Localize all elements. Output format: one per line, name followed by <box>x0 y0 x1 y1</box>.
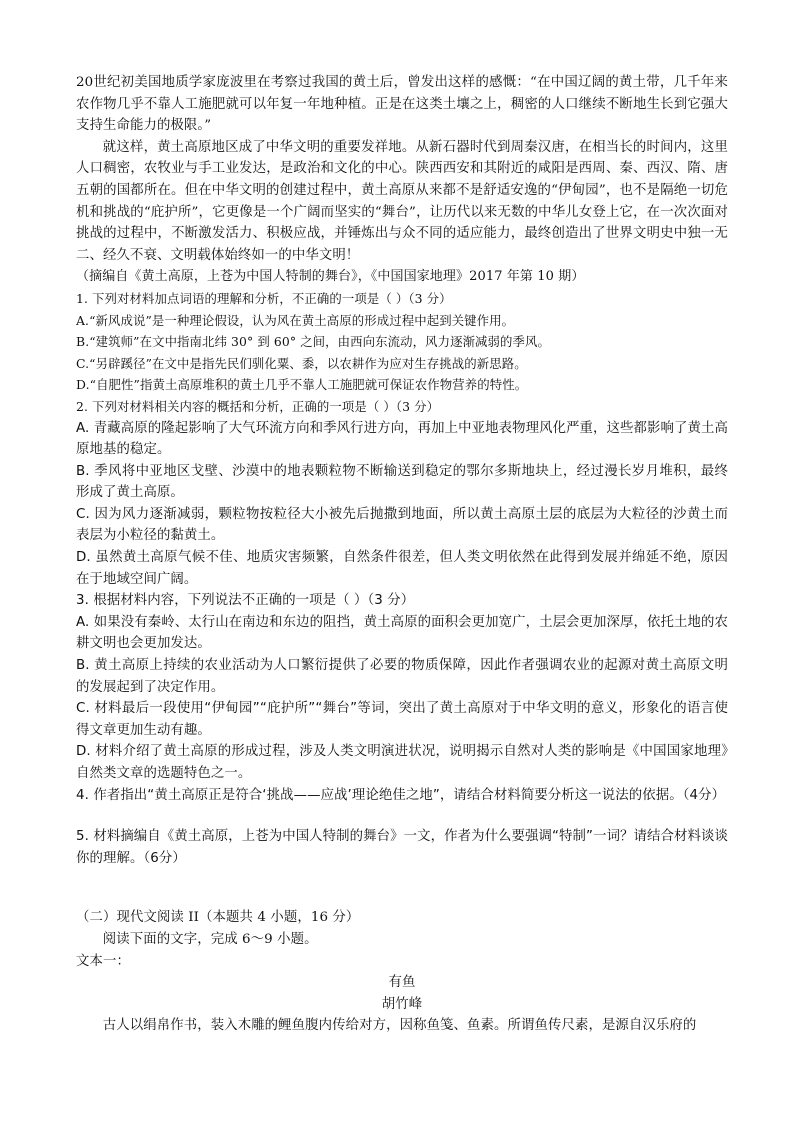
passage-source: （摘编自《黄土高原，上苍为中国人特制的舞台》，《中国国家地理》2017 年第 10 期） <box>76 269 585 285</box>
question-1-stem: 1. 下列对材料加点词语的理解和分析，不正确的一项是（ ）（3 分） <box>76 290 452 306</box>
question-2-option-a: A. 青藏高原的隆起影响了大气环流方向和季风行进方向，再加上中亚地表物理风化严重，这些都影响了黄土高原地基的稳定。 <box>76 420 728 458</box>
question-3-option-a: A. 如果没有秦岭、太行山在南边和东边的阻挡，黄土高原的面积会更加宽广，土层会更加深厚，依托土地的农耕文明也会更加发达。 <box>76 614 728 652</box>
question-1-option-b: B.“建筑师”在文中指南北纬 30° 到 60° 之间，由西向东流动，风力逐渐减弱的季风。 <box>76 334 550 350</box>
question-2-stem: 2. 下列对材料相关内容的概括和分析，正确的一项是（ ）（3 分） <box>76 398 440 414</box>
answer-space-4 <box>76 806 728 826</box>
passage-paragraph-2: 就这样，黄土高原地区成了中华文明的重要发祥地。从新石器时代到周秦汉唐，在相当长的时间内，这里人口稠密，农牧业与手工业发达，是政治和文化的中心。陕西西安和其附近的咸阳是西周、秦、西汉、隋、唐五朝的国都所在。但在中华文明的创建过程中，黄土高原从来都不是舒适安逸的“伊甸园”，也不是隔绝一切危机和挑战的“庇护所”，它更像是一个广阔而坚实的“舞台”，让历代以来无数的中华儿女登上它，在一次次面对挑战的过程中，不断激发活力、积极应战，并锤炼出与众不同的适应能力，最终创造出了世界文明史中独一无二、经久不衰、文明载体始终如一的中华文明！ <box>76 139 728 263</box>
question-2-option-c: C. 因为风力逐渐减弱，颗粒物按粒径大小被先后抛撒到地面，所以黄土高原土层的底层为大粒径的沙黄土而表层为小粒径的黏黄土。 <box>76 506 728 544</box>
article-author: 胡竹峰 <box>381 996 423 1012</box>
question-1-option-c: C.“另辟蹊径”在文中是指先民们驯化粟、黍，以农耕作为应对生存挑战的新思路。 <box>76 355 527 371</box>
question-2-option-d: D. 虽然黄土高原气候不佳、地质灾害频繁，自然条件很差，但人类文明依然在此得到发展并绵延不绝，原因在于地域空间广阔。 <box>76 550 728 587</box>
question-3-stem: 3. 根据材料内容，下列说法不正确的一项是（ ）（3 分） <box>76 593 415 609</box>
text-one-label: 文本一： <box>76 953 130 969</box>
article-title: 有鱼 <box>388 975 416 991</box>
section-2-instruction: 阅读下面的文字，完成 6～9 小题。 <box>102 931 318 947</box>
question-2-option-b: B. 季风将中亚地区戈壁、沙漠中的地表颗粒物不断输送到稳定的鄂尔多斯地块上，经过漫长岁月堆积，最终形成了黄土高原。 <box>76 463 728 501</box>
question-1-option-d: D.“自肥性”指黄土高原堆积的黄土几乎不靠人工施肥就可保证农作物营养的特性。 <box>76 377 528 393</box>
section-2-heading: （二）现代文阅读 II（本题共 4 小题，16 分） <box>76 910 360 926</box>
question-1-option-a: A.“新风成说”是一种理论假设，认为风在黄土高原的形成过程中起到关键作用。 <box>76 312 515 328</box>
question-5: 5. 材料摘编自《黄土高原，上苍为中国人特制的舞台》一文，作者为什么要强调“特制”一词？请结合材料谈谈你的理解。（6分） <box>76 829 728 866</box>
article-opening: 古人以绢帛作书，装入木雕的鲤鱼腹内传给对方，因称鱼笺、鱼素。所谓鱼传尺素，是源自汉乐府的 <box>102 1018 697 1034</box>
document-page <box>76 72 728 1037</box>
question-4: 4. 作者指出“黄土高原正是符合‘挑战——应战’理论绝佳之地”，请结合材料简要分析这一说法的依据。（4分） <box>76 787 726 803</box>
question-3-option-b: B. 黄土高原上持续的农业活动为人口繁衍提供了必要的物质保障，因此作者强调农业的起源对黄土高原文明的发展起到了决定作用。 <box>76 658 728 695</box>
question-3-option-d: D. 材料介绍了黄土高原的形成过程，涉及人类文明演进状况，说明揭示自然对人类的影响是《中国国家地理》自然类文章的选题特色之一。 <box>76 744 728 781</box>
answer-space-5 <box>76 869 728 907</box>
question-3-option-c: C. 材料最后一段使用“伊甸园”“庇护所”“舞台”等词，突出了黄土高原对于中华文明的意义，形象化的语言使得文章更加生动有趣。 <box>76 701 728 738</box>
passage-paragraph-1: 20世纪初美国地质学家庞波里在考察过我国的黄土后，曾发出这样的感慨：“在中国辽阔的黄土带，几千年来农作物几乎不靠人工施肥就可以年复一年地种植。正是在这类土壤之上，稠密的人口继续不断地生长到它强大支持生命能力的极限。” <box>76 75 728 134</box>
